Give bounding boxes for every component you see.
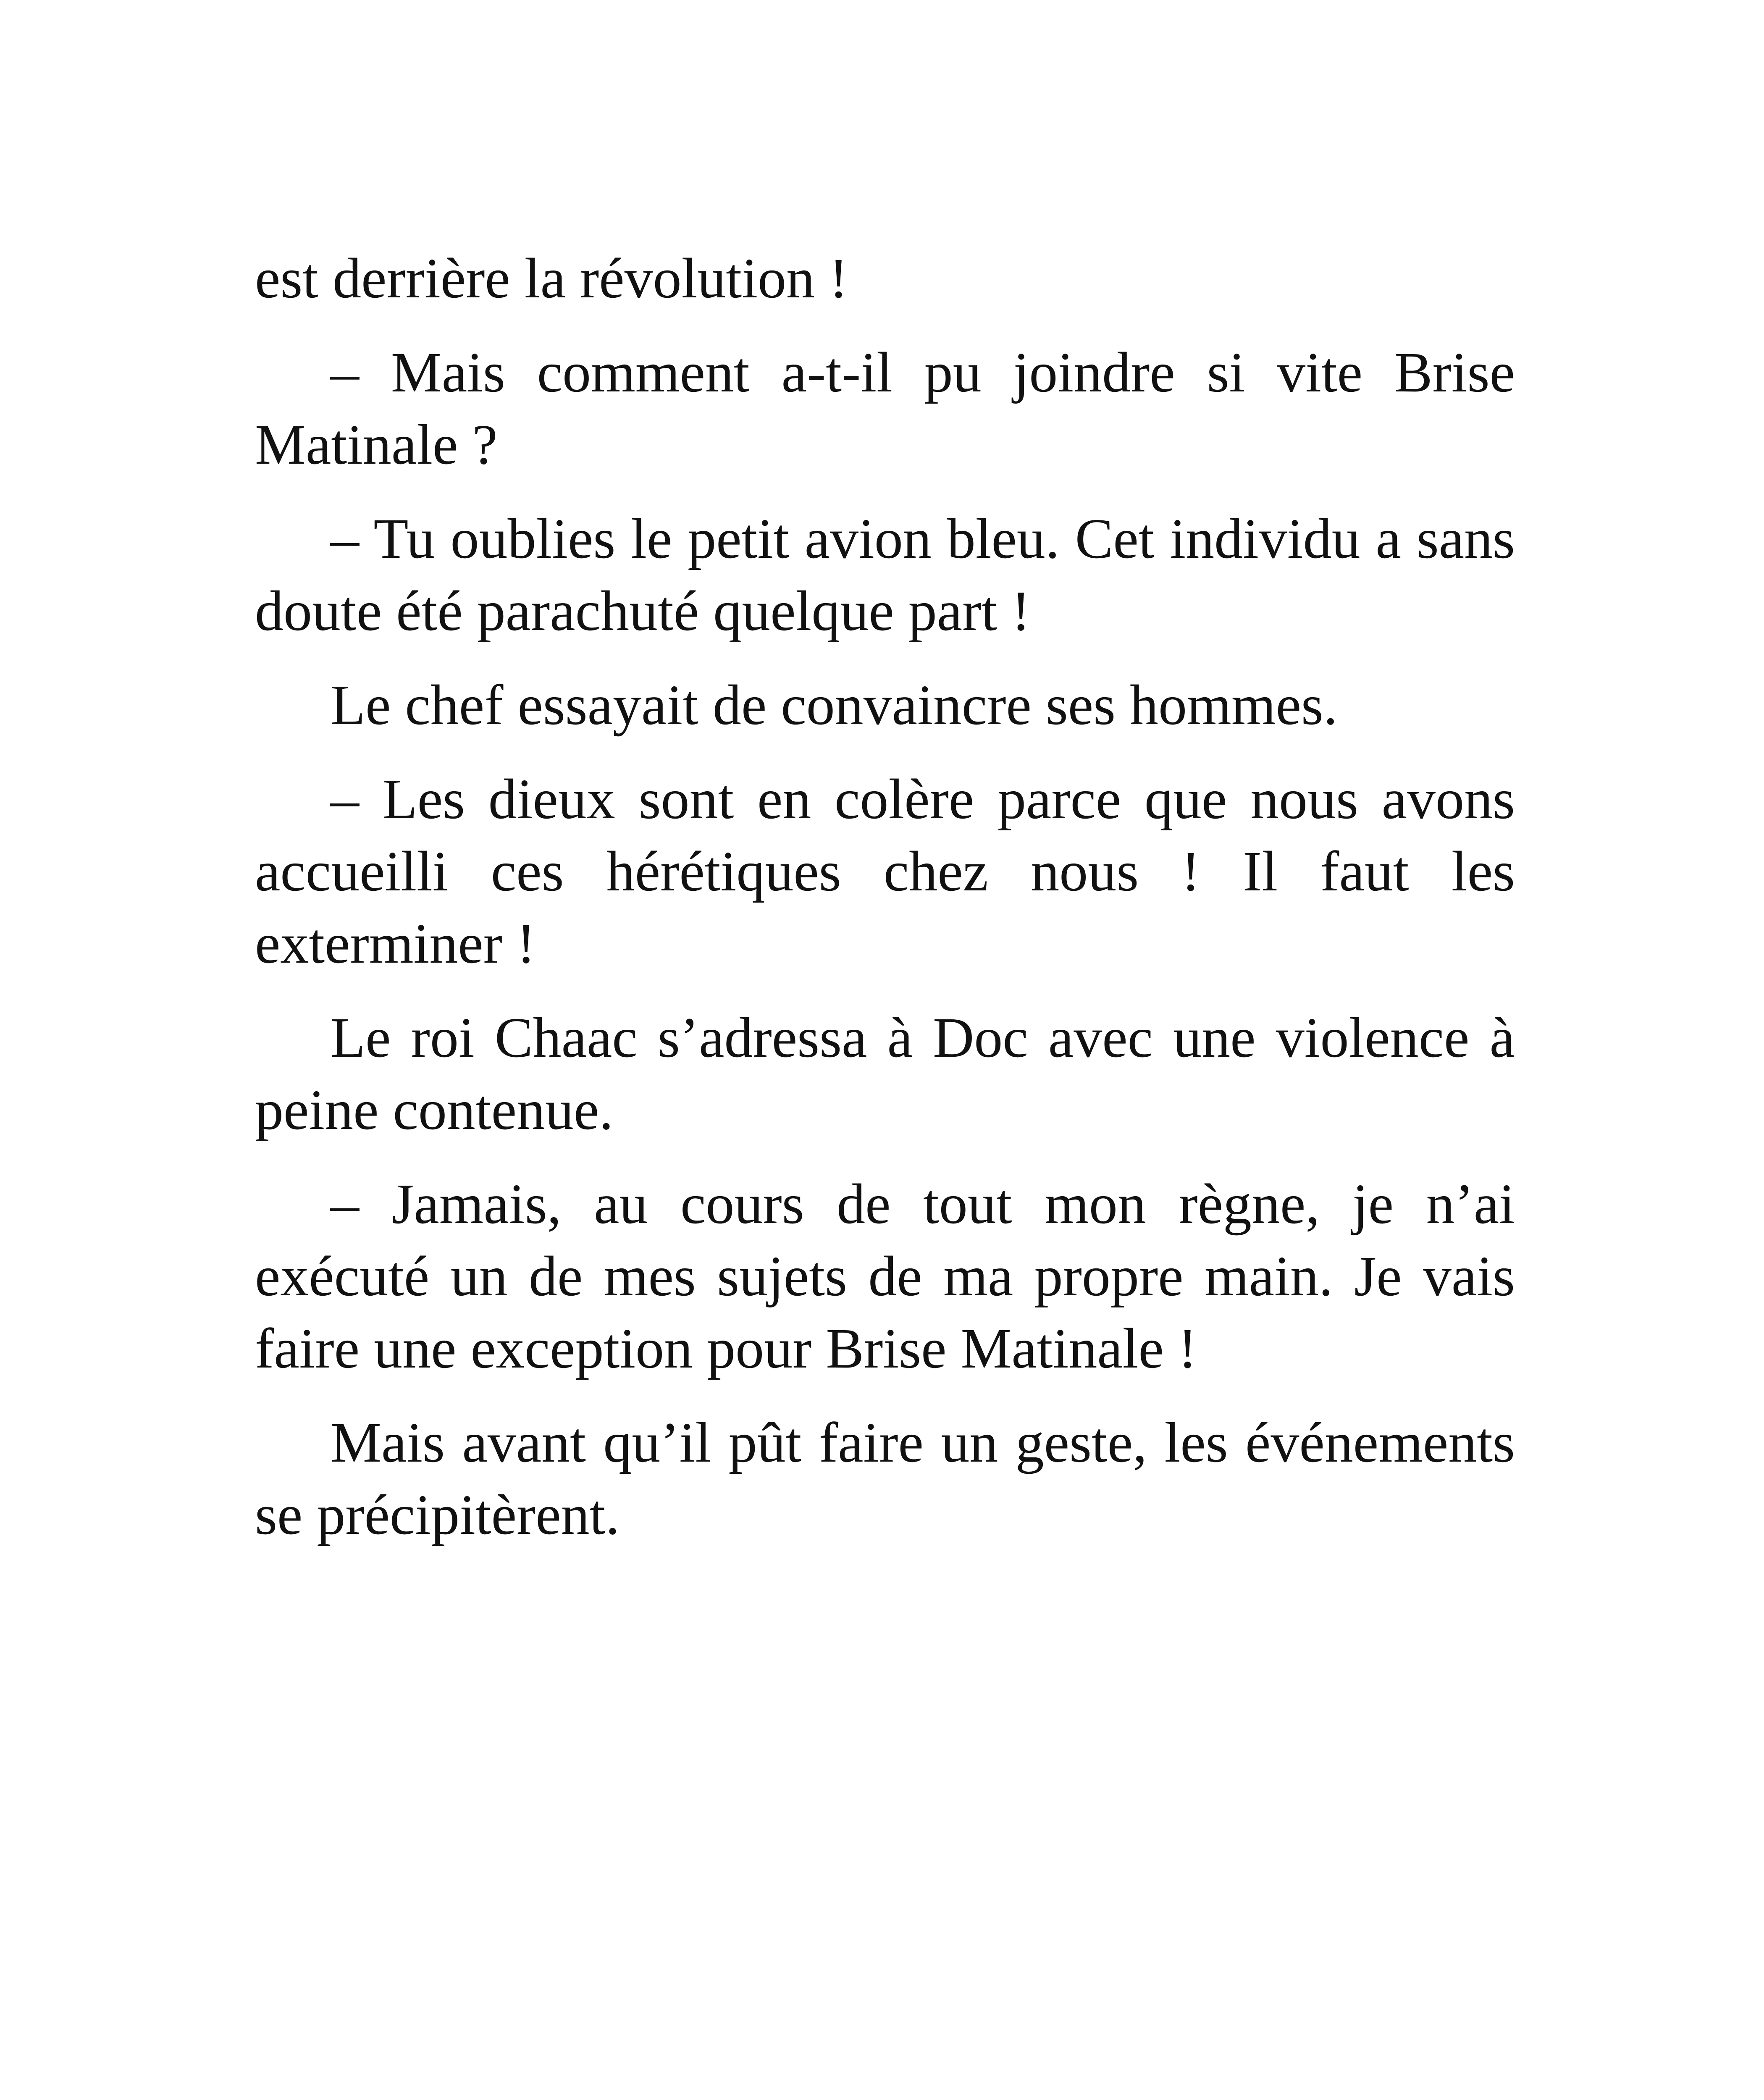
body-text xyxy=(255,242,1515,1573)
paragraph-5: – Les dieux sont en colère parce que nous avons accueilli ces hérétiques chez nous ! Il faut les exterminer ! xyxy=(255,768,1515,975)
paragraph-4: Le chef essayait de convaincre ses hommes. xyxy=(331,674,1338,737)
paragraph-1: est derrière la révolution ! xyxy=(255,247,848,310)
paragraph-2: – Mais comment a-t-il pu joindre si vite Brise Matinale ? xyxy=(255,341,1515,476)
paragraph-3: – Tu oublies le petit avion bleu. Cet individu a sans doute été parachuté quelque part ! xyxy=(255,507,1515,643)
paragraph-8: Mais avant qu’il pût faire un geste, les événements se précipitèrent. xyxy=(255,1411,1515,1546)
paragraph-7: – Jamais, au cours de tout mon règne, je n’ai exécuté un de mes sujets de ma propre main. Je vais faire une exception pour Brise Matinale ! xyxy=(255,1173,1515,1380)
paragraph-6: Le roi Chaac s’adressa à Doc avec une violence à peine contenue. xyxy=(255,1006,1515,1142)
